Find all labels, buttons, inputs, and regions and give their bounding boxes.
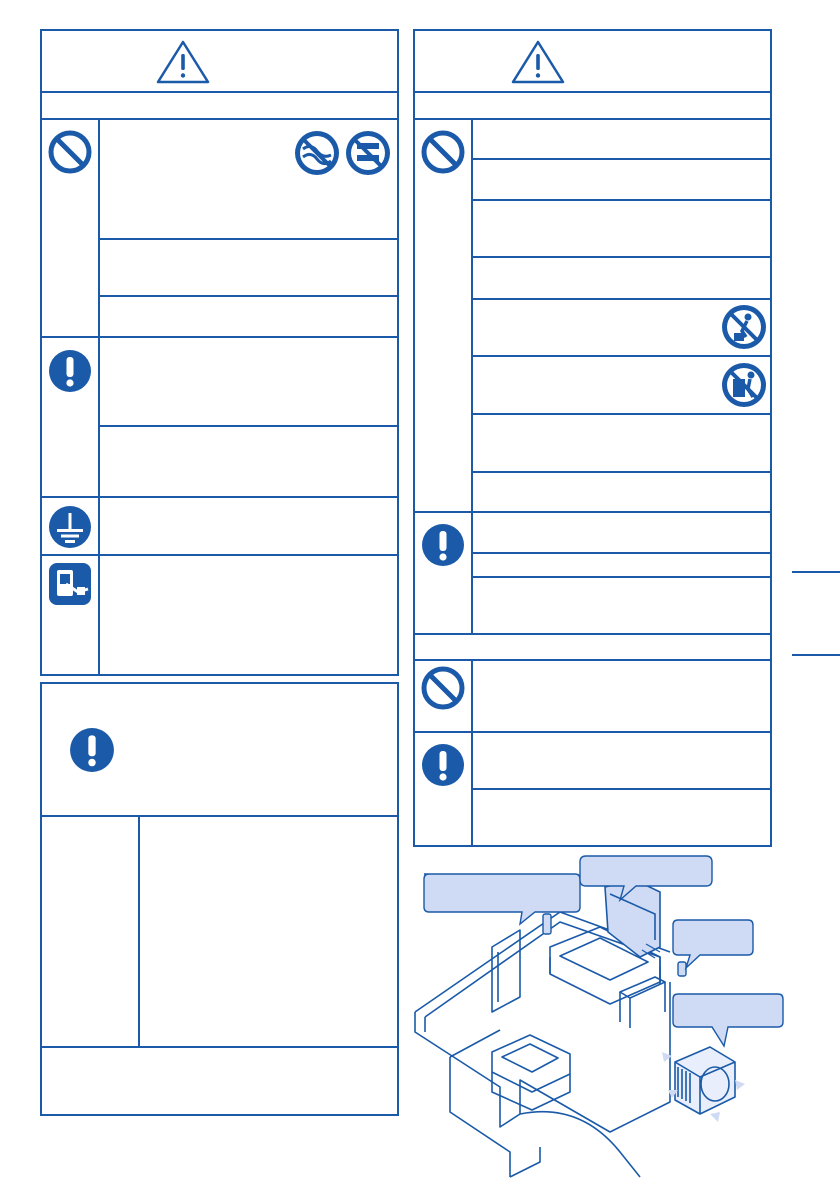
- warning-triangle-icon: [510, 39, 566, 85]
- section-divider: [42, 118, 397, 120]
- no-climb-icon: [720, 303, 768, 351]
- prohibition-icon: [47, 129, 93, 175]
- row-divider: [471, 298, 770, 300]
- prohibition-icon: [420, 665, 466, 711]
- section-divider: [415, 659, 770, 661]
- icon-column-divider: [471, 659, 473, 845]
- margin-tab-line: [792, 571, 840, 573]
- group-divider: [415, 731, 770, 733]
- mandatory-exclamation-icon: [69, 727, 115, 773]
- row-divider: [471, 471, 770, 473]
- left-warning-panel: [40, 29, 399, 676]
- prohibition-icon: [420, 129, 466, 175]
- group-divider: [42, 554, 397, 556]
- margin-tab-line: [792, 654, 840, 656]
- row-divider: [471, 552, 770, 554]
- warning-triangle-icon: [155, 39, 211, 85]
- room-installation-illustration: [410, 852, 785, 1184]
- earth-ground-icon: [48, 505, 92, 549]
- section-divider: [415, 118, 770, 120]
- icon-column-divider: [98, 118, 100, 674]
- row-divider: [471, 256, 770, 258]
- no-damage-cable-icon: [293, 129, 341, 177]
- column-divider: [138, 815, 140, 1046]
- row-divider: [98, 425, 397, 427]
- lower-left-panel: [40, 682, 399, 1116]
- row-divider: [471, 413, 770, 415]
- remote-holder: [543, 914, 551, 934]
- row-divider: [98, 238, 397, 240]
- mandatory-exclamation-icon: [421, 523, 465, 567]
- mandatory-exclamation-icon: [48, 349, 92, 393]
- unplug-power-icon: [48, 562, 92, 606]
- right-warning-panel: [413, 29, 772, 847]
- header-divider: [415, 91, 770, 93]
- row-divider: [471, 576, 770, 578]
- mandatory-exclamation-icon: [421, 743, 465, 787]
- row-divider: [471, 158, 770, 160]
- wall-socket: [678, 962, 686, 976]
- panel-divider: [42, 1046, 397, 1048]
- no-modify-cable-icon: [344, 129, 392, 177]
- no-stand-icon: [720, 361, 768, 409]
- callout-socket: [673, 920, 753, 968]
- callout-remote: [424, 874, 580, 924]
- row-divider: [471, 788, 770, 790]
- group-divider: [415, 511, 770, 513]
- row-divider: [471, 355, 770, 357]
- group-divider: [42, 336, 397, 338]
- header-divider: [42, 91, 397, 93]
- icon-column-divider: [471, 118, 473, 633]
- section-divider: [415, 633, 770, 635]
- callout-outdoor-unit: [673, 994, 783, 1046]
- panel-divider: [42, 815, 397, 817]
- group-divider: [42, 496, 397, 498]
- row-divider: [98, 295, 397, 297]
- indoor-unit: [605, 880, 660, 958]
- row-divider: [471, 199, 770, 201]
